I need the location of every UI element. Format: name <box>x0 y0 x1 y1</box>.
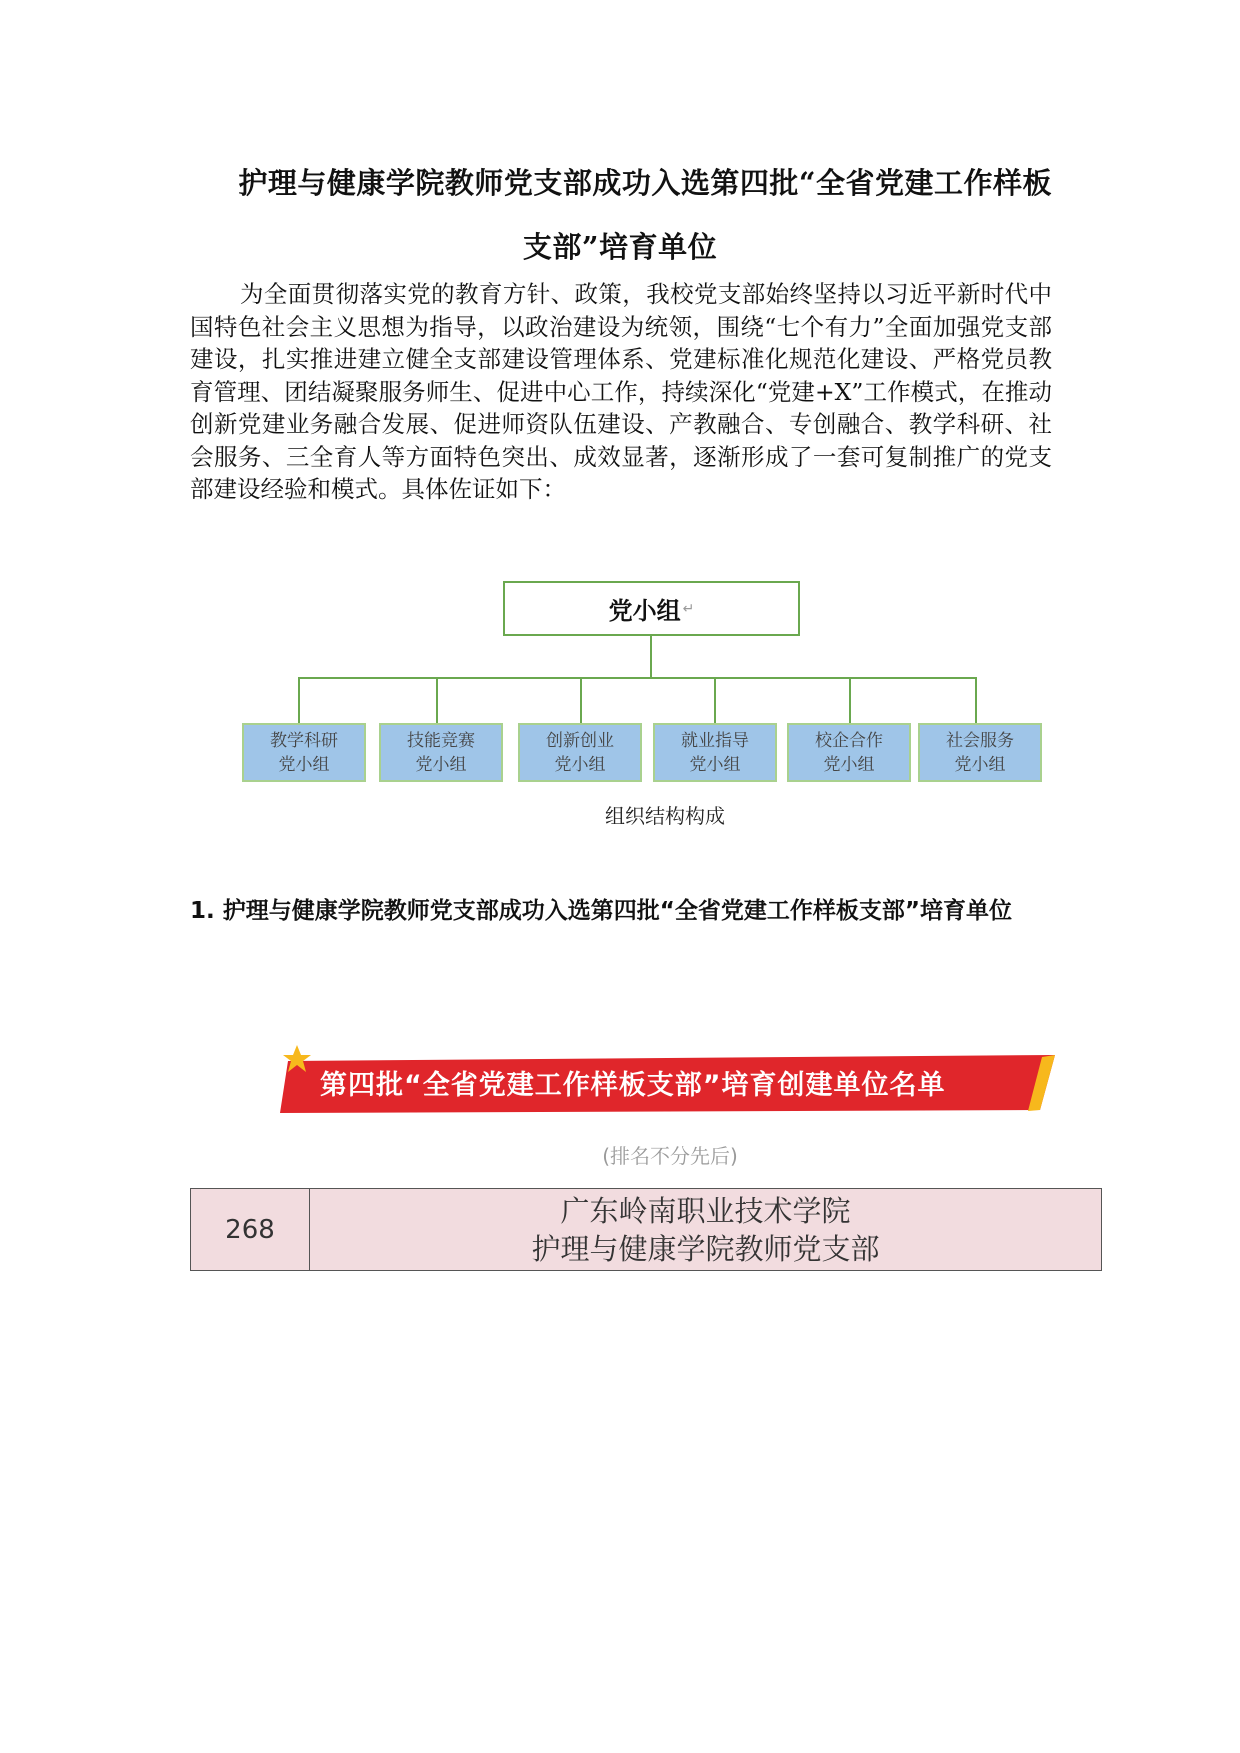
org-group-line2: 党小组 <box>554 754 606 775</box>
org-chart-group-box <box>787 723 911 782</box>
org-group-line1: 教学科研 <box>270 730 338 751</box>
org-chart-group-box <box>242 723 366 782</box>
org-chart-root-box <box>503 581 800 636</box>
entry-number: 268 <box>191 1189 310 1271</box>
org-group-line1: 技能竞赛 <box>407 730 475 751</box>
org-chart-connector <box>436 677 438 723</box>
org-chart-group-box <box>653 723 777 782</box>
org-chart-connector <box>580 677 582 723</box>
org-chart-connector <box>298 677 300 723</box>
intro-paragraph: 为全面贯彻落实党的教育方针、政策，我校党支部始终坚持以习近平新时代中国特色社会主义思想为指导，以政治建设为统领，围绕“七个有力”全面加强党支部建设，扎实推进建立健全支部建设管理体系、党建标准化规范化建设、严格党员教育管理、团结凝聚服务师生、促进中心工作，持续深化“党建+X”工作模式，在推动创新党建业务融合发展、促进师资队伍建设、产教融合、专创融合、教学科研、社会服务、三全育人等方面特色突出、成效显著，逐渐形成了一套可复制推广的党支部建设经验和模式。具体佐证如下： <box>190 280 1052 503</box>
org-group-line2: 党小组 <box>954 754 1006 775</box>
org-group-line2: 党小组 <box>689 754 741 775</box>
org-chart-group-box <box>518 723 642 782</box>
org-group-line2: 党小组 <box>415 754 467 775</box>
org-chart-caption: 组织结构构成 <box>605 804 725 828</box>
entry-name <box>310 1189 1102 1271</box>
org-chart-connector <box>714 677 716 723</box>
banner-title: 第四批“全省党建工作样板支部”培育创建单位名单 <box>320 1070 946 1101</box>
unit-list-table <box>190 1188 1102 1271</box>
org-chart-group-box <box>918 723 1042 782</box>
org-chart-group-box <box>379 723 503 782</box>
org-chart-root-label: 党小组 <box>608 597 681 625</box>
entry-line-1: 广东岭南职业技术学院 <box>560 1193 851 1228</box>
banner-subtitle: (排名不分先后) <box>602 1144 738 1168</box>
entry-line-2: 护理与健康学院教师党支部 <box>531 1231 880 1266</box>
org-chart-connector <box>650 636 652 678</box>
return-mark-icon: ↵ <box>682 600 695 617</box>
org-chart-connector <box>849 677 851 723</box>
org-group-line1: 创新创业 <box>546 730 614 751</box>
org-group-line1: 校企合作 <box>815 730 883 751</box>
section-heading: 1. 护理与健康学院教师党支部成功入选第四批“全省党建工作样板支部”培育单位 <box>190 898 1012 924</box>
org-group-line1: 社会服务 <box>946 730 1014 751</box>
star-icon <box>282 1044 312 1074</box>
org-group-line2: 党小组 <box>823 754 875 775</box>
org-group-line1: 就业指导 <box>681 730 749 751</box>
table-row <box>191 1189 1102 1271</box>
org-group-line2: 党小组 <box>278 754 330 775</box>
document-title-line-1: 护理与健康学院教师党支部成功入选第四批“全省党建工作样板 <box>238 166 1052 200</box>
org-chart-connector <box>298 677 977 679</box>
org-chart-connector <box>975 677 977 723</box>
document-title-line-2: 支部”培育单位 <box>522 230 718 264</box>
